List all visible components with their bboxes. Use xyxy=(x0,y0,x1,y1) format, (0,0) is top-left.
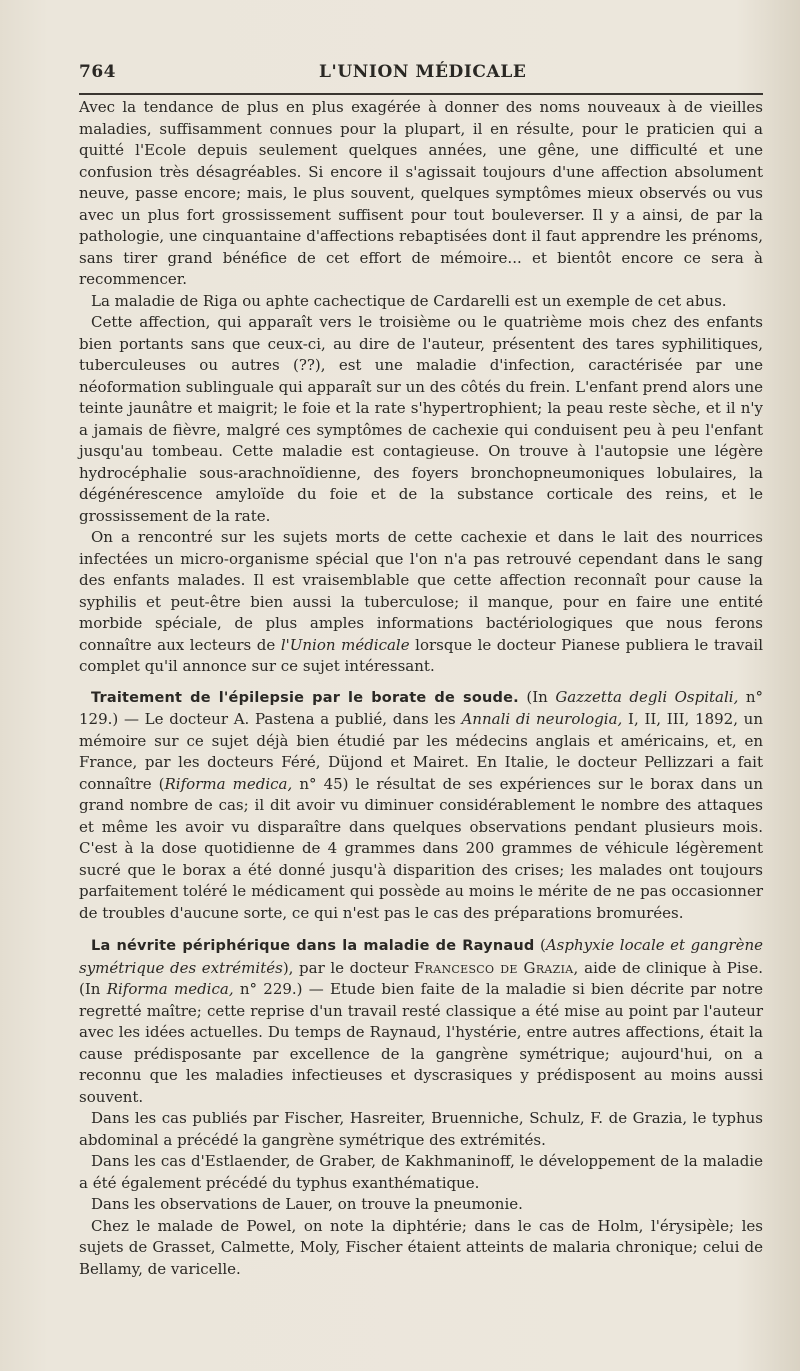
section-epilepsie-text-d: n° 45) le résultat de ses expériences sur le borax dans un grand nombre de cas; il dit avoir vu diminuer considérablement le nombre des attaques et même les avoir vu disparaître dans quelques observations pendant plusieurs mois. C'est à la dose quotidienne de 4 grammes dans 200 grammes de véhicule légèrement sucré que le borax a été donné jusqu'à disparition des crises; les malades ont toujours parfaitement toléré le médicament qui possède au moins le mérite de ne pas occasionner de troubles d'aucune sorte, ce qui n'est pas le cas des préparations bromurées. xyxy=(79,774,763,922)
paragraph-fischer: Dans les cas publiés par Fischer, Hasreiter, Bruenniche, Schulz, F. de Grazia, le typhus abdominal a précédé la gangrène symétrique des extrémités. xyxy=(79,1109,763,1149)
subtitle-asphyxie: Asphyxie locale et gangrène symétrique des extrémités xyxy=(79,936,763,977)
paragraph-affection: Cette affection, qui apparaît vers le troisième ou le quatrième mois chez des enfants bien portants sans que ceux-ci, au dire de l'auteur, présentent des tares syphilitiques, tuberculeuses ou autres (??), est une maladie d'infection, caractérisée par une néoformation sublinguale qui apparaît sur un des côtés du frein. L'enfant prend alors une teinte jaunâtre et maigrit; le foie et la rate s'hypertrophient; la peau reste sèche, et il n'y a jamais de fièvre, malgré ces symptômes de cachexie qui conduisent peu à peu l'enfant jusqu'au tombeau. Cette maladie est contagieuse. On trouve à l'autopsie une légère hydrocéphalie sous-arachnoïdienne, des foyers bronchopneumoniques lobulaires, la dégénérescence amyloïde du foie et de la substance corticale des reins, et le grossissement de la rate. xyxy=(79,313,763,525)
section-epilepsie xyxy=(79,687,763,925)
paragraph-intro: Avec la tendance de plus en plus exagérée à donner des noms nouveaux à de vieilles maladies, suffisamment connues pour la plupart, il en résulte, pour le praticien qui a quitté l'Ecole depuis seulement quelques années, une gêne, une difficulté et une confusion très désagréables. Si encore il s'agissait toujours d'une affection absolument neuve, passe encore; mais, le plus souvent, quelques symptômes mieux observés ou vus avec un plus fort grossissement suffisent pour tout bouleverser. Il y a ainsi, de par la pathologie, une cinquantaine d'affections rebaptisées dont il faut apprendre les prénoms, sans tirer grand bénéfice de cet effort de mémoire... et bientôt encore ce sera à recommencer. xyxy=(79,98,763,288)
page-header xyxy=(79,62,763,90)
running-title: L'UNION MÉDICALE xyxy=(319,62,527,82)
section-epilepsie-text-b: n° 129.) — Le docteur A. Pastena a publié, dans les xyxy=(79,687,764,728)
section-epilepsie-heading: Traitement de l'épilepsie par le borate de soude. xyxy=(91,689,519,706)
author-name: Francesco de Grazia, xyxy=(413,958,579,977)
header-rule xyxy=(79,93,763,95)
journal-title-annali: Annali di neurologia, xyxy=(461,710,623,728)
paragraph-lauer: Dans les observations de Lauer, on trouve la pneumonie. xyxy=(91,1195,523,1213)
section-raynaud-text-a: ( xyxy=(534,936,546,954)
journal-title-riforma-2: Riforma medica, xyxy=(106,980,234,998)
paragraph-micro-organisme-end: lorsque le docteur Pianese publiera le travail complet qu'il annonce sur ce sujet intéressant. xyxy=(79,635,763,675)
section-raynaud xyxy=(79,935,763,1108)
section-epilepsie-text-c: I, II, III, 1892, un mémoire sur ce sujet déjà bien étudié par les médecins anglais et américains, et, en France, par les docteurs Féré, Düjond et Mairet. En Italie, le docteur Pellizzari a fait connaître ( xyxy=(79,710,764,793)
paragraph-estlaender: Dans les cas d'Estlaender, de Graber, de Kakhmaninoff, le développement de la maladie a été également précédé du typhus exanthématique. xyxy=(79,1152,763,1192)
page-number: 764 xyxy=(79,62,116,82)
section-raynaud-text-d: n° 229.) — Etude bien faite de la maladie si bien décrite par notre regretté maître; cette reprise d'un travail resté classique a été mise au point par l'auteur avec les idées actuelles. Du temps de Raynaud, l'hystérie, entre autres affections, était la cause prédisposante par excellence de la gangrène symétrique; aujourd'hui, on a reconnu que les maladies infectieuses et dyscrasiques y prédisposent au moins aussi souvent. xyxy=(79,980,763,1106)
section-raynaud-text-c: aide de clinique à Pise. (In xyxy=(79,958,763,998)
paragraph-micro-organisme xyxy=(79,527,763,678)
journal-title-union: l'Union médicale xyxy=(280,635,410,654)
section-epilepsie-text-a: (In xyxy=(518,687,556,706)
section-raynaud-text-b: ), par le docteur xyxy=(282,958,414,977)
section-raynaud-heading: La névrite périphérique dans la maladie de Raynaud xyxy=(91,938,535,954)
paragraph-riga: La maladie de Riga ou aphte cachectique de Cardarelli est un exemple de cet abus. xyxy=(91,291,727,310)
journal-title-riforma: Riforma medica, xyxy=(164,774,293,793)
journal-title-gazzetta: Gazzetta degli Ospitali, xyxy=(555,687,739,706)
paragraph-powel: Chez le malade de Powel, on note la diphtérie; dans le cas de Holm, l'érysipèle; les sujets de Grasset, Calmette, Moly, Fischer étaient atteints de malaria chronique; celui de Bellamy, de varicelle. xyxy=(79,1216,763,1278)
paragraph-micro-organisme-text: On a rencontré sur les sujets morts de cette cachexie et dans le lait des nourrices infectées un micro-organisme spécial que l'on n'a pas retrouvé cependant dans le sang des enfants malades. Il est vraisemblable que cette affection reconnaît pour cause la syphilis et peut-être bien aussi la tuberculose; il manque, pour en faire une entité morbide spéciale, de plus amples informations bactériologiques que nous ferons connaître aux lecteurs de xyxy=(79,528,763,654)
article-body xyxy=(79,97,763,1280)
